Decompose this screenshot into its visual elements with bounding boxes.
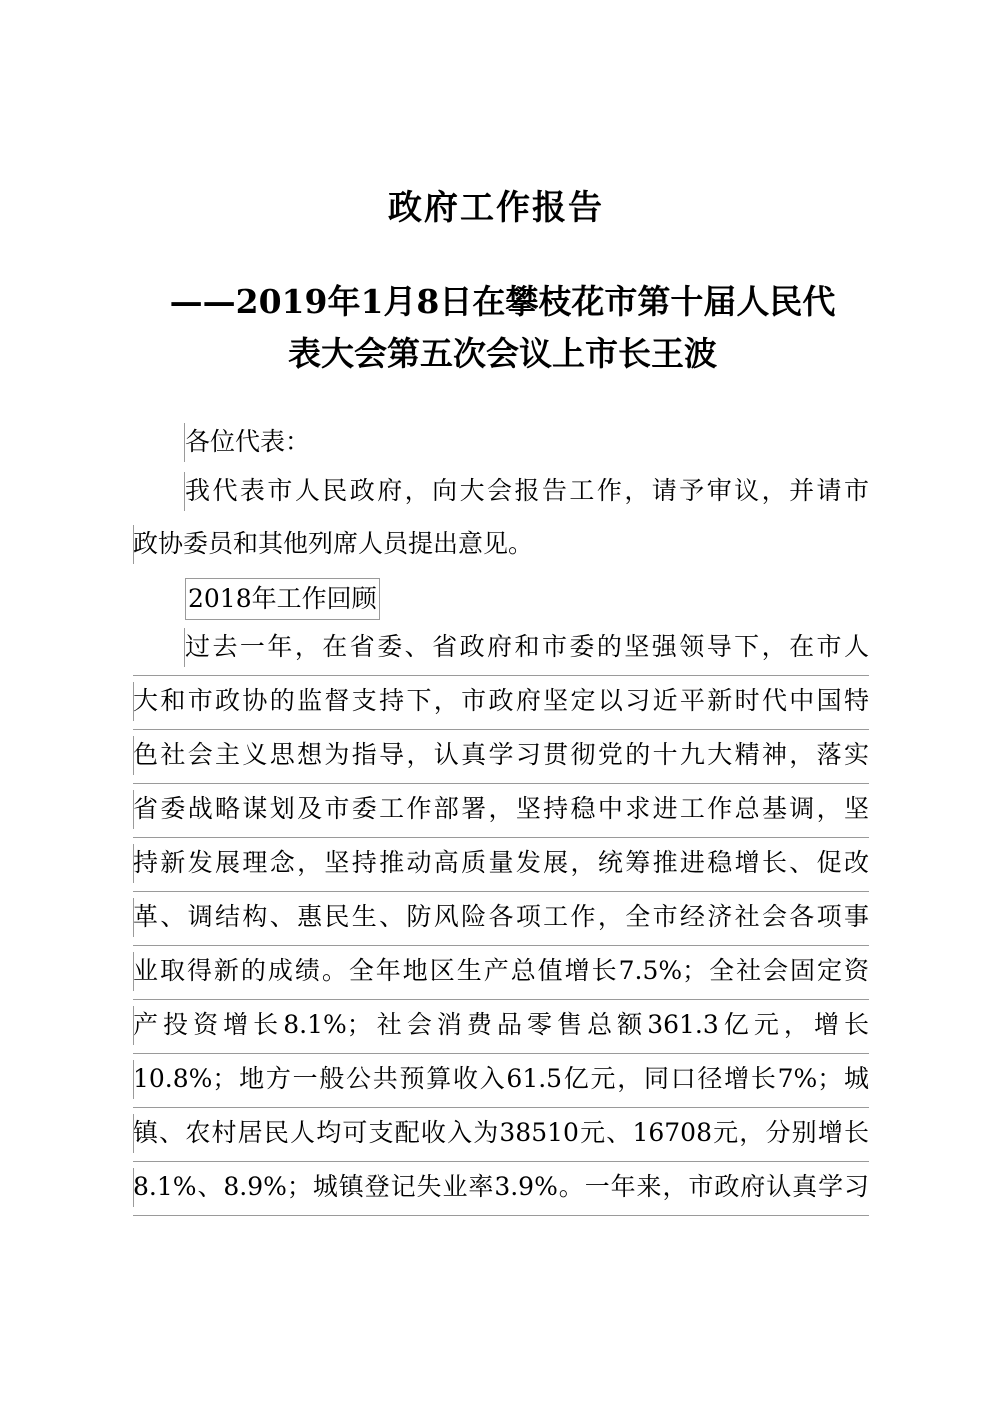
body-line <box>133 1108 869 1162</box>
edit-mark <box>133 1114 134 1153</box>
body-line <box>133 1054 869 1108</box>
body-line-text: 革、调结构、惠民生、防风险各项工作，全市经济社会各项事 <box>133 902 869 931</box>
body-line <box>133 1000 869 1054</box>
intro-line-2 <box>133 519 869 572</box>
intro-line-1 <box>133 466 869 519</box>
body-paragraph <box>133 622 869 1216</box>
edit-mark <box>133 525 134 564</box>
body-line-text: 8.1%、8.9%；城镇登记失业率3.9%。一年来，市政府认真学习 <box>133 1172 869 1201</box>
body-line-text: 省委战略谋划及市委工作部署，坚持稳中求进工作总基调，坚 <box>133 794 869 823</box>
edit-mark <box>133 1060 134 1099</box>
edit-mark <box>133 1006 134 1045</box>
body-line-text: 过去一年，在省委、省政府和市委的坚强领导下，在市人 <box>185 632 869 661</box>
body-line-text: 业取得新的成绩。全年地区生产总值增长7.5%；全社会固定资 <box>133 956 869 985</box>
body-line-text: 10.8%；地方一般公共预算收入61.5亿元，同口径增长7%；城 <box>133 1064 869 1093</box>
salutation-paragraph <box>133 417 869 470</box>
intro-line-2-text: 政协委员和其他列席人员提出意见。 <box>133 529 534 558</box>
body-line <box>133 946 869 1000</box>
edit-mark <box>133 898 134 937</box>
edit-mark <box>133 952 134 991</box>
intro-paragraph <box>133 466 869 572</box>
salutation <box>133 417 869 470</box>
body-line-text: 色社会主义思想为指导，认真学习贯彻党的十九大精神，落实 <box>133 740 869 769</box>
body-line-text: 镇、农村居民人均可支配收入为38510元、16708元，分别增长 <box>133 1118 869 1147</box>
subtitle-line-1: ——2019年1月8日在攀枝花市第十届人民代 <box>169 282 836 321</box>
document-title: 政府工作报告 <box>388 188 604 228</box>
body-line-text: 产投资增长8.1%；社会消费品零售总额361.3亿元，增长 <box>133 1010 869 1039</box>
section-heading-paragraph <box>133 572 869 625</box>
body-line <box>133 730 869 784</box>
section-heading-text: 2018年工作回顾 <box>185 578 380 620</box>
edit-mark <box>184 423 185 462</box>
body-line <box>133 1162 869 1216</box>
body-line <box>133 676 869 730</box>
body-line-text: 大和市政协的监督支持下，市政府坚定以习近平新时代中国特 <box>133 686 869 715</box>
body-line <box>133 622 869 676</box>
intro-line-1-text: 我代表市人民政府，向大会报告工作，请予审议，并请市 <box>185 476 869 505</box>
edit-mark <box>133 1168 134 1207</box>
body-line <box>133 892 869 946</box>
edit-mark <box>133 790 134 829</box>
edit-mark <box>184 628 185 667</box>
salutation-text: 各位代表： <box>185 427 311 456</box>
edit-mark <box>133 682 134 721</box>
body-line <box>133 784 869 838</box>
body-line-text: 持新发展理念，坚持推动高质量发展，统筹推进稳增长、促改 <box>133 848 869 877</box>
edit-mark <box>133 844 134 883</box>
edit-mark <box>133 736 134 775</box>
subtitle-line-2: 表大会第五次会议上市长王波 <box>288 334 717 373</box>
body-line <box>133 838 869 892</box>
edit-mark <box>184 472 185 511</box>
document-subtitle <box>135 276 870 380</box>
section-heading <box>133 572 869 625</box>
